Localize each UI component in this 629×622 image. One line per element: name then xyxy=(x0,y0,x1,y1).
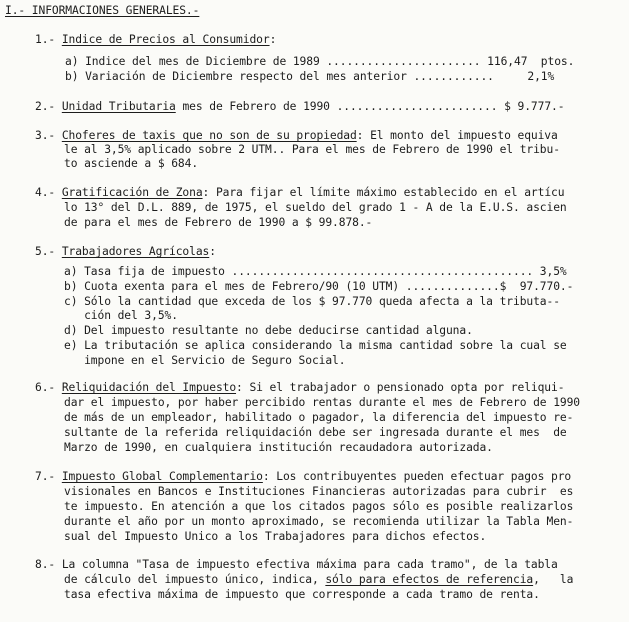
item-4-line3: de para el mes de Febrero de 1990 a $ 99.878.- xyxy=(64,216,373,229)
item-5e-line1: e) La tributación se aplica considerando la misma cantidad sobre la cual se xyxy=(64,339,567,352)
item-7-line3: te impuesto. En atención a que los citados pagos sólo es posible realizarlos xyxy=(64,500,574,513)
item-7-line2: visionales en Bancos e Instituciones Financieras autorizadas para cubrir es xyxy=(64,485,574,498)
item-8-line1: 8.- La columna "Tasa de impuesto efectiva máxima para cada tramo", de la tabla xyxy=(35,558,558,571)
item-5c-line1: c) Sólo la cantidad que exceda de los $ 97.770 queda afecta a la tributa-- xyxy=(64,295,560,308)
item-4-line2: lo 13° del D.L. 889, de 1975, el sueldo del grado 1 - A de la E.U.S. ascien xyxy=(64,201,567,214)
item-5d: d) Del impuesto resultante no debe deducirse cantidad alguna. xyxy=(64,324,473,337)
item-7-line5: sual del Impuesto Unico a los Trabajadores para dichos efectos. xyxy=(64,530,487,543)
item-7-line1: 7.- Impuesto Global Complementario: Los contribuyentes pueden efectuar pagos pro xyxy=(35,470,572,483)
item-5b: b) Cuota exenta para el mes de Febrero/90 (10 UTM) ..............$ 97.770.- xyxy=(64,280,574,293)
item-5-heading: 5.- Trabajadores Agrícolas: xyxy=(35,245,216,258)
item-6-line5: Marzo de 1990, en cualquiera institución recaudadora autorizada. xyxy=(64,441,493,454)
item-3-line3: to asciende a $ 684. xyxy=(64,157,199,170)
item-5a: a) Tasa fija de impuesto ............................................. 3,5% xyxy=(64,265,567,278)
item-4-line1: 4.- Gratificación de Zona: Para fijar el límite máximo establecido en el artícu xyxy=(35,186,565,199)
item-8-line3: tasa efectiva máxima de impuesto que corresponde a cada tramo de renta. xyxy=(64,588,540,601)
reference-note: sólo para efectos de referencia xyxy=(325,573,534,586)
item-3-line2: le al 3,5% aplicado sobre 2 UTM.. Para el mes de Febrero de 1990 el tribu- xyxy=(64,143,560,156)
item-5e-line2: impone en el Servicio de Seguro Social. xyxy=(64,354,346,367)
item-1b: b) Variación de Diciembre respecto del mes anterior ............ 2,1% xyxy=(65,70,555,83)
item-1a: a) Indice del mes de Diciembre de 1989 ....................... 116,47 ptos. xyxy=(65,55,575,68)
section-title: I.- INFORMACIONES GENERALES.- xyxy=(5,4,200,17)
item-2: 2.- Unidad Tributaria mes de Febrero de 1990 ........................ $ 9.777.- xyxy=(35,100,565,113)
item-6-line3: de más de un empleador, habilitado o pagador, la diferencia del impuesto re- xyxy=(64,411,574,424)
item-6-line4: sultante de la referida reliquidación debe ser ingresada durante el mes de xyxy=(64,426,567,439)
item-6-line2: dar el impuesto, por haber percibido rentas durante el mes de Febrero de 1990 xyxy=(64,396,581,409)
item-3-line1: 3.- Choferes de taxis que no son de su propiedad: El monto del impuesto equiva xyxy=(35,129,558,142)
item-5c-line2: ción del 3,5%. xyxy=(64,309,178,322)
item-7-line4: durante el año por un monto aproximado, se recomienda utilizar la Tabla Men- xyxy=(64,515,574,528)
item-8-line2: de cálculo del impuesto único, indica, sólo para efectos de referencia, la xyxy=(64,573,574,586)
item-1-heading: 1.- Indice de Precios al Consumidor: xyxy=(35,33,277,46)
item-6-line1: 6.- Reliquidación del Impuesto: Si el trabajador o pensionado opta por reliqui- xyxy=(35,381,565,394)
